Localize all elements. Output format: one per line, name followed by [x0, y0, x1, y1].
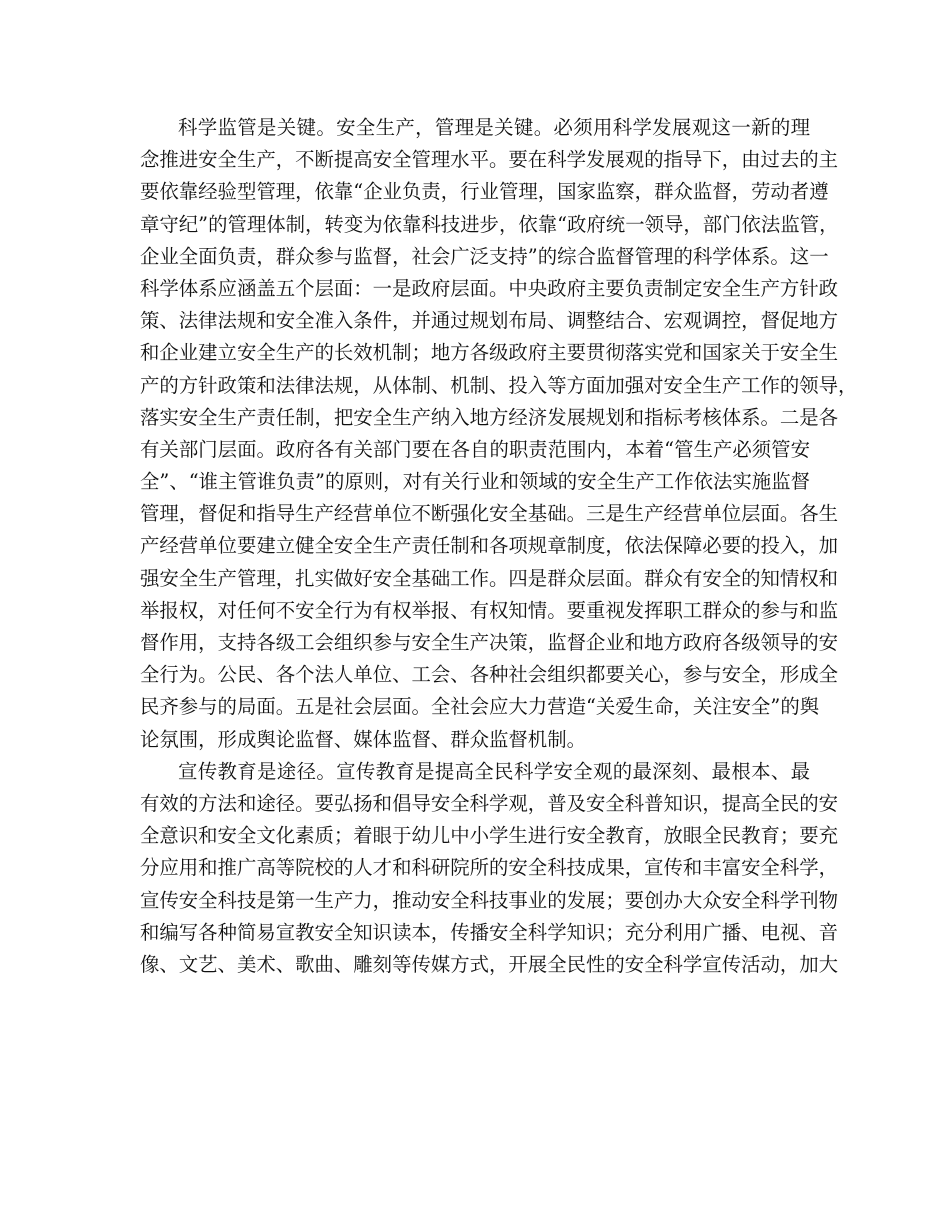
text-line: 民齐参与的局面。五是社会层面。全社会应大力营造“关爱生命，关注安全”的舆 [140, 695, 820, 719]
text-line: 要依靠经验型管理，依靠“企业负责，行业管理，国家监察，群众监督，劳动者遵 [140, 180, 829, 204]
text-line: 宣传教育是途径。宣传教育是提高全民科学安全观的最深刻、最根本、最 [178, 759, 810, 783]
text-line: 和编写各种简易宣教安全知识读本，传播安全科学知识；充分利用广播、电视、音 [140, 920, 839, 944]
text-line: 分应用和推广高等院校的人才和科研院所的安全科技成果，宣传和丰富安全科学， [140, 856, 839, 880]
text-line: 产经营单位要建立健全安全生产责任制和各项规章制度，依法保障必要的投入，加 [140, 534, 839, 558]
paragraph-publicity-education [140, 756, 839, 981]
text-line: 论氛围，形成舆论监督、媒体监督、群众监督机制。 [140, 727, 586, 751]
text-line: 有效的方法和途径。要弘扬和倡导安全科学观，普及安全科普知识，提高全民的安 [140, 791, 839, 815]
text-line: 念推进安全生产，不断提高安全管理水平。要在科学发展观的指导下，由过去的主 [140, 148, 839, 172]
text-line: 全意识和安全文化素质；着眼于幼儿中小学生进行安全教育，放眼全民教育；要充 [140, 824, 839, 848]
text-line: 像、文艺、美术、歌曲、雕刻等传媒方式，开展全民性的安全科学宣传活动，加大 [140, 952, 839, 976]
text-line: 和企业建立安全生产的长效机制；地方各级政府主要贯彻落实党和国家关于安全生 [140, 341, 839, 365]
text-line: 全行为。公民、各个法人单位、工会、各种社会组织都要关心，参与安全，形成全 [140, 663, 839, 687]
text-line: 策、法律法规和安全准入条件，并通过规划布局、调整结合、宏观调控，督促地方 [140, 309, 839, 333]
text-line: 企业全面负责，群众参与监督，社会广泛支持”的综合监督管理的科学体系。这一 [140, 244, 829, 268]
body-text [140, 112, 858, 981]
paragraph-science-supervision [140, 112, 858, 756]
text-line: 全”、“谁主管谁负责”的原则，对有关行业和领域的安全生产工作依法实施监督 [140, 470, 810, 494]
text-line: 科学监管是关键。安全生产，管理是关键。必须用科学发展观这一新的理 [178, 116, 810, 139]
text-line: 宣传安全科技是第一生产力，推动安全科技事业的发展；要创办大众安全科学刊物 [140, 888, 839, 912]
text-line: 有关部门层面。政府各有关部门要在各自的职责范围内，本着“管生产必须管安 [140, 437, 810, 461]
text-line: 科学体系应涵盖五个层面：一是政府层面。中央政府主要负责制定安全生产方针政 [140, 276, 839, 300]
text-line: 强安全生产管理，扎实做好安全基础工作。四是群众层面。群众有安全的知情权和 [140, 566, 839, 590]
text-line: 落实安全生产责任制，把安全生产纳入地方经济发展规划和指标考核体系。二是各 [140, 405, 839, 429]
text-line: 举报权，对任何不安全行为有权举报、有权知情。要重视发挥职工群众的参与和监 [140, 598, 839, 622]
text-line: 产的方针政策和法律法规，从体制、机制、投入等方面加强对安全生产工作的领导， [140, 373, 858, 397]
text-line: 章守纪”的管理体制，转变为依靠科技进步，依靠“政府统一领导，部门依法监管， [140, 212, 839, 236]
text-line: 督作用，支持各级工会组织参与安全生产决策，监督企业和地方政府各级领导的安 [140, 631, 839, 654]
text-line: 管理，督促和指导生产经营单位不断强化安全基础。三是生产经营单位层面。各生 [140, 502, 839, 526]
